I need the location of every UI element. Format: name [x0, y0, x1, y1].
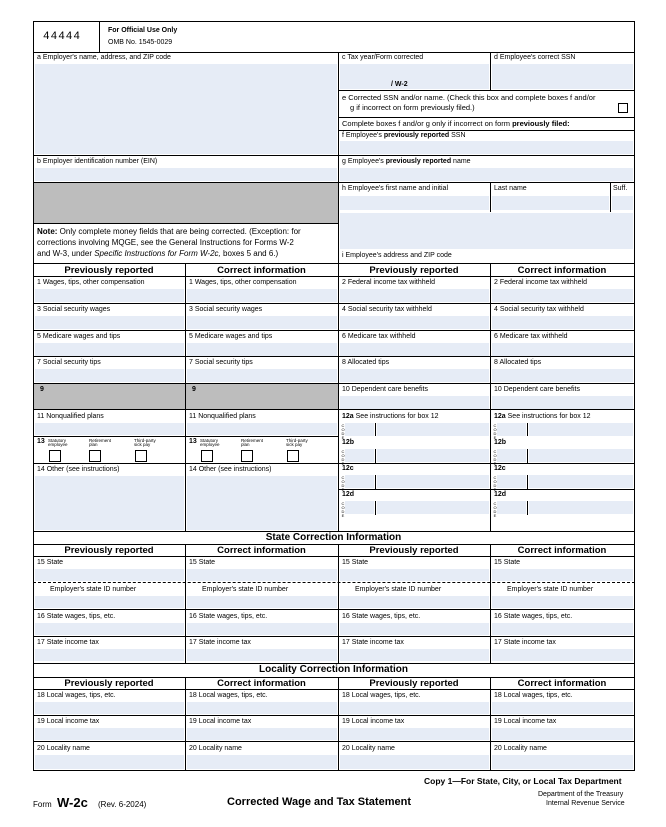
box15-col1-label: 15 State: [37, 559, 64, 566]
box17-col2-label: 17 State income tax: [189, 639, 251, 646]
box16-col4-label: 16 State wages, tips, etc.: [494, 613, 573, 620]
box7-prev-label: 7 Social security tips: [37, 359, 101, 366]
box15-col1-field[interactable]: [35, 569, 184, 581]
form-code: 44444: [43, 31, 82, 43]
box19-col4-label: 19 Local income tax: [494, 718, 557, 725]
box13-prev-sick-1: Third-party: [134, 438, 156, 443]
box16-col1-label: 16 State wages, tips, etc.: [37, 613, 116, 620]
box17-col1-label: 17 State income tax: [37, 639, 99, 646]
box16-col4-field[interactable]: [492, 623, 633, 635]
box20-col3-field[interactable]: [340, 755, 489, 769]
box12c-prev-label: 12c: [342, 465, 354, 472]
code-letters-12b-corr: CODE: [493, 449, 497, 466]
box20-col2-label: 20 Locality name: [189, 745, 242, 752]
box16-col3-field[interactable]: [340, 623, 489, 635]
box7-corr-field[interactable]: [187, 369, 337, 382]
tax-year-label: c Tax year/Form corrected: [342, 54, 424, 61]
box12b-prev-label: 12b: [342, 439, 355, 446]
col-header-corr-2: Correct information: [517, 265, 607, 276]
shaded-area: [34, 183, 338, 223]
box1-corr-label: 1 Wages, tips, other compensation: [189, 279, 297, 286]
box10-corr-label: 10 Dependent care benefits: [494, 386, 581, 393]
box9-prev-label: 9: [40, 386, 44, 393]
box12b-corr-amount[interactable]: [529, 449, 633, 462]
box18-col1-field[interactable]: [35, 702, 184, 714]
box17-col4-field[interactable]: [492, 649, 633, 661]
box12a-prev-code[interactable]: [345, 423, 374, 436]
box20-col3-label: 20 Locality name: [342, 745, 395, 752]
box10-prev-field[interactable]: [340, 396, 489, 409]
form-name: W-2c: [57, 795, 88, 810]
omb-number: OMB No. 1545-0029: [108, 39, 173, 46]
code-letters-12c-prev: CODE: [341, 475, 345, 492]
box11-corr-label: 11 Nonqualified plans: [189, 413, 256, 420]
box13-corr-statutory-1: Statutory: [200, 438, 219, 443]
locality-section-title: Locality Correction Information: [259, 664, 408, 675]
box13-corr-statutory-checkbox[interactable]: [201, 450, 213, 462]
box19-col1-label: 19 Local income tax: [37, 718, 100, 725]
box-e-checkbox[interactable]: [618, 103, 628, 113]
box11-prev-field[interactable]: [35, 423, 184, 435]
box16-col2-label: 16 State wages, tips, etc.: [189, 613, 268, 620]
box15-col2-field[interactable]: [187, 569, 337, 581]
box12a-prev-amount[interactable]: [377, 423, 489, 436]
box-e-label-line1: e Corrected SSN and/or name. (Check this box and complete boxes f and/or: [342, 93, 596, 102]
box9-prev-shaded: [34, 384, 185, 409]
loc-col-header-corr-2: Correct information: [517, 678, 607, 689]
code-letters-12b-prev: CODE: [341, 449, 345, 466]
box13-prev-num: 13: [37, 438, 45, 445]
box12c-corr-code[interactable]: [497, 475, 526, 488]
suffix-field[interactable]: [612, 196, 633, 210]
copy-label: Copy 1—For State, City, or Local Tax Department: [424, 776, 622, 786]
box12c-corr-amount[interactable]: [529, 475, 633, 488]
box8-corr-field[interactable]: [492, 369, 633, 382]
correct-ssn-field[interactable]: [492, 64, 633, 89]
box6-corr-field[interactable]: [492, 343, 633, 356]
tax-year-suffix: / W-2: [391, 81, 408, 88]
state-id-col1-label: Employer's state ID number: [50, 586, 137, 593]
box13-corr-retirement-checkbox[interactable]: [241, 450, 253, 462]
box15-col4-field[interactable]: [492, 569, 633, 581]
box13-prev-retirement-1: Retirement: [89, 438, 112, 443]
state-id-col1-field[interactable]: [35, 596, 184, 608]
box18-col4-label: 18 Local wages, tips, etc.: [494, 692, 573, 699]
box14-corr-field[interactable]: [187, 476, 337, 530]
box18-col3-label: 18 Local wages, tips, etc.: [342, 692, 421, 699]
box12a-corr-code[interactable]: [497, 423, 526, 436]
correct-ssn-label: d Employee's correct SSN: [494, 54, 576, 61]
box18-col3-field[interactable]: [340, 702, 489, 714]
form-revision: (Rev. 6-2024): [98, 800, 147, 809]
box14-prev-label: 14 Other (see instructions): [37, 466, 120, 473]
box-f-label: f Employee's previously reported SSN: [342, 132, 466, 139]
col-header-prev-2: Previously reported: [369, 265, 459, 276]
box12d-corr-label: 12d: [494, 491, 507, 498]
official-use-label: For Official Use Only: [108, 27, 178, 34]
box3-prev-field[interactable]: [35, 316, 184, 329]
box2-corr-label: 2 Federal income tax withheld: [494, 279, 587, 286]
box5-prev-label: 5 Medicare wages and tips: [37, 333, 121, 340]
box16-col1-field[interactable]: [35, 623, 184, 635]
box12b-corr-label: 12b: [494, 439, 507, 446]
code-letters-12d-prev: CODE: [341, 501, 345, 518]
state-id-col2-field[interactable]: [187, 596, 337, 608]
state-id-col3-field[interactable]: [340, 596, 489, 608]
state-id-col4-field[interactable]: [492, 596, 633, 608]
box19-col1-field[interactable]: [35, 728, 184, 740]
box13-corr-sick-1: Third-party: [286, 438, 308, 443]
box9-corr-shaded: [186, 384, 338, 409]
box-g-label: g Employee's previously reported name: [342, 158, 471, 165]
box4-corr-label: 4 Social security tax withheld: [494, 306, 584, 313]
loc-col-header-prev-2: Previously reported: [369, 678, 459, 689]
box12c-prev-code[interactable]: [345, 475, 374, 488]
code-letters-12a-corr: CODE: [493, 423, 497, 440]
box19-col3-label: 19 Local income tax: [342, 718, 405, 725]
box12a-corr-amount[interactable]: [529, 423, 633, 436]
box20-col1-field[interactable]: [35, 755, 184, 769]
box18-col1-label: 18 Local wages, tips, etc.: [37, 692, 116, 699]
employer-name-label: a Employer's name, address, and ZIP code: [37, 54, 171, 61]
box7-prev-field[interactable]: [35, 369, 184, 382]
box2-prev-field[interactable]: [340, 289, 489, 302]
box9-corr-label: 9: [192, 386, 196, 393]
form-title: Corrected Wage and Tax Statement: [227, 796, 411, 808]
first-name-field[interactable]: [340, 196, 489, 210]
box17-col3-field[interactable]: [340, 649, 489, 661]
box13-prev-retirement-checkbox[interactable]: [89, 450, 101, 462]
code-letters-12d-corr: CODE: [493, 501, 497, 518]
note-line2: corrections involving MQGE, see the General Instructions for Forms W-2: [37, 238, 294, 247]
box20-col2-field[interactable]: [187, 755, 337, 769]
note-line3: and W-3, under Specific Instructions for Form W-2c, boxes 5 and 6.): [37, 249, 279, 258]
box14-corr-label: 14 Other (see instructions): [189, 466, 272, 473]
box17-col3-label: 17 State income tax: [342, 639, 404, 646]
box15-col2-label: 15 State: [189, 559, 216, 566]
box-i-label: i Employee's address and ZIP code: [342, 252, 452, 259]
box20-col4-field[interactable]: [492, 755, 633, 769]
box13-prev-retirement-2: plan: [89, 442, 98, 447]
box13-prev-statutory-checkbox[interactable]: [49, 450, 61, 462]
box8-corr-label: 8 Allocated tips: [494, 359, 542, 366]
box15-col3-label: 15 State: [342, 559, 369, 566]
box13-prev-statutory-1: Statutory: [48, 438, 67, 443]
box5-corr-label: 5 Medicare wages and tips: [189, 333, 273, 340]
code-letters-12a-prev: CODE: [341, 423, 345, 440]
box12d-prev-amount[interactable]: [377, 501, 489, 514]
box13-prev-sick-2: sick pay: [134, 442, 151, 447]
box12d-prev-code[interactable]: [345, 501, 374, 514]
box17-col4-label: 17 State income tax: [494, 639, 556, 646]
box15-col4-label: 15 State: [494, 559, 521, 566]
last-name-label: Last name: [494, 185, 527, 192]
col-header-corr-1: Correct information: [217, 265, 306, 276]
ein-label: b Employer identification number (EIN): [37, 158, 158, 165]
box18-col2-field[interactable]: [187, 702, 337, 714]
box1-corr-field[interactable]: [187, 289, 337, 302]
box6-corr-label: 6 Medicare tax withheld: [494, 333, 568, 340]
box13-prev-sick-checkbox[interactable]: [135, 450, 147, 462]
box10-prev-label: 10 Dependent care benefits: [342, 386, 429, 393]
box16-col2-field[interactable]: [187, 623, 337, 635]
prev-ssn-field[interactable]: [340, 141, 633, 154]
address-field[interactable]: [340, 213, 633, 249]
complete-boxes-instructions: Complete boxes f and/or g only if incorrect on form previously filed:: [342, 119, 570, 128]
box20-col4-label: 20 Locality name: [494, 745, 547, 752]
box12b-prev-code[interactable]: [345, 449, 374, 462]
box13-corr-sick-2: sick pay: [286, 442, 303, 447]
box2-prev-label: 2 Federal income tax withheld: [342, 279, 435, 286]
note-line1: Note: Only complete money fields that are being corrected. (Exception: for: [37, 227, 301, 236]
box12c-prev-amount[interactable]: [377, 475, 489, 488]
state-id-col2-label: Employer's state ID number: [202, 586, 289, 593]
box13-corr-sick-checkbox[interactable]: [287, 450, 299, 462]
box18-col2-label: 18 Local wages, tips, etc.: [189, 692, 268, 699]
col-header-prev-1: Previously reported: [64, 265, 154, 276]
box11-corr-field[interactable]: [187, 423, 337, 435]
box1-prev-field[interactable]: [35, 289, 184, 302]
box10-corr-field[interactable]: [492, 396, 633, 409]
box13-corr-retirement-1: Retirement: [241, 438, 264, 443]
state-col-header-prev-2: Previously reported: [369, 545, 459, 556]
code-letters-12c-corr: CODE: [493, 475, 497, 492]
box19-col4-field[interactable]: [492, 728, 633, 740]
state-id-col4-label: Employer's state ID number: [507, 586, 594, 593]
box12c-corr-label: 12c: [494, 465, 506, 472]
employer-name-field[interactable]: [35, 64, 337, 154]
box4-prev-label: 4 Social security tax withheld: [342, 306, 432, 313]
loc-col-header-prev-1: Previously reported: [64, 678, 154, 689]
prev-name-field[interactable]: [340, 168, 633, 181]
box14-prev-field[interactable]: [35, 476, 184, 530]
box12a-prev-label: 12a See instructions for box 12: [342, 413, 439, 420]
state-col-header-prev-1: Previously reported: [64, 545, 154, 556]
box3-corr-field[interactable]: [187, 316, 337, 329]
box18-col4-field[interactable]: [492, 702, 633, 714]
box6-prev-label: 6 Medicare tax withheld: [342, 333, 416, 340]
box13-corr-num: 13: [189, 438, 197, 445]
dept-treasury: Department of the Treasury: [538, 791, 624, 798]
box-e-label-line2: g if incorrect on form previously filed.): [350, 103, 475, 112]
box20-col1-label: 20 Locality name: [37, 745, 90, 752]
box5-prev-field[interactable]: [35, 343, 184, 356]
box3-corr-label: 3 Social security wages: [189, 306, 263, 313]
box2-corr-field[interactable]: [492, 289, 633, 302]
box13-corr-retirement-2: plan: [241, 442, 250, 447]
state-col-header-corr-2: Correct information: [517, 545, 607, 556]
box3-prev-label: 3 Social security wages: [37, 306, 111, 313]
box7-corr-label: 7 Social security tips: [189, 359, 253, 366]
box12d-prev-label: 12d: [342, 491, 355, 498]
suffix-label: Suff.: [613, 185, 628, 192]
state-col-header-corr-1: Correct information: [217, 545, 306, 556]
box15-col3-field[interactable]: [340, 569, 489, 581]
box12d-corr-code[interactable]: [497, 501, 526, 514]
box-h-label: h Employee's first name and initial: [342, 185, 448, 192]
tax-year-field[interactable]: [340, 64, 489, 89]
ein-field[interactable]: [35, 168, 337, 181]
irs-label: Internal Revenue Service: [546, 800, 625, 807]
box1-prev-label: 1 Wages, tips, other compensation: [37, 279, 145, 286]
box13-prev-statutory-2: employee: [48, 442, 68, 447]
box17-col2-field[interactable]: [187, 649, 337, 661]
box8-prev-field[interactable]: [340, 369, 489, 382]
state-section-title: State Correction Information: [265, 532, 402, 543]
box5-corr-field[interactable]: [187, 343, 337, 356]
box13-corr-statutory-2: employee: [200, 442, 220, 447]
box4-corr-field[interactable]: [492, 316, 633, 329]
box11-prev-label: 11 Nonqualified plans: [37, 413, 104, 420]
box12d-corr-amount[interactable]: [529, 501, 633, 514]
state-id-col3-label: Employer's state ID number: [355, 586, 442, 593]
loc-col-header-corr-1: Correct information: [217, 678, 306, 689]
box6-prev-field[interactable]: [340, 343, 489, 356]
box19-col2-label: 19 Local income tax: [189, 718, 252, 725]
box19-col2-field[interactable]: [187, 728, 337, 740]
box12b-corr-code[interactable]: [497, 449, 526, 462]
box12b-prev-amount[interactable]: [377, 449, 489, 462]
box16-col3-label: 16 State wages, tips, etc.: [342, 613, 421, 620]
box12a-corr-label: 12a See instructions for box 12: [494, 413, 591, 420]
last-name-field[interactable]: [492, 196, 609, 210]
box17-col1-field[interactable]: [35, 649, 184, 661]
box4-prev-field[interactable]: [340, 316, 489, 329]
box8-prev-label: 8 Allocated tips: [342, 359, 390, 366]
box19-col3-field[interactable]: [340, 728, 489, 740]
form-word: Form: [33, 800, 52, 809]
